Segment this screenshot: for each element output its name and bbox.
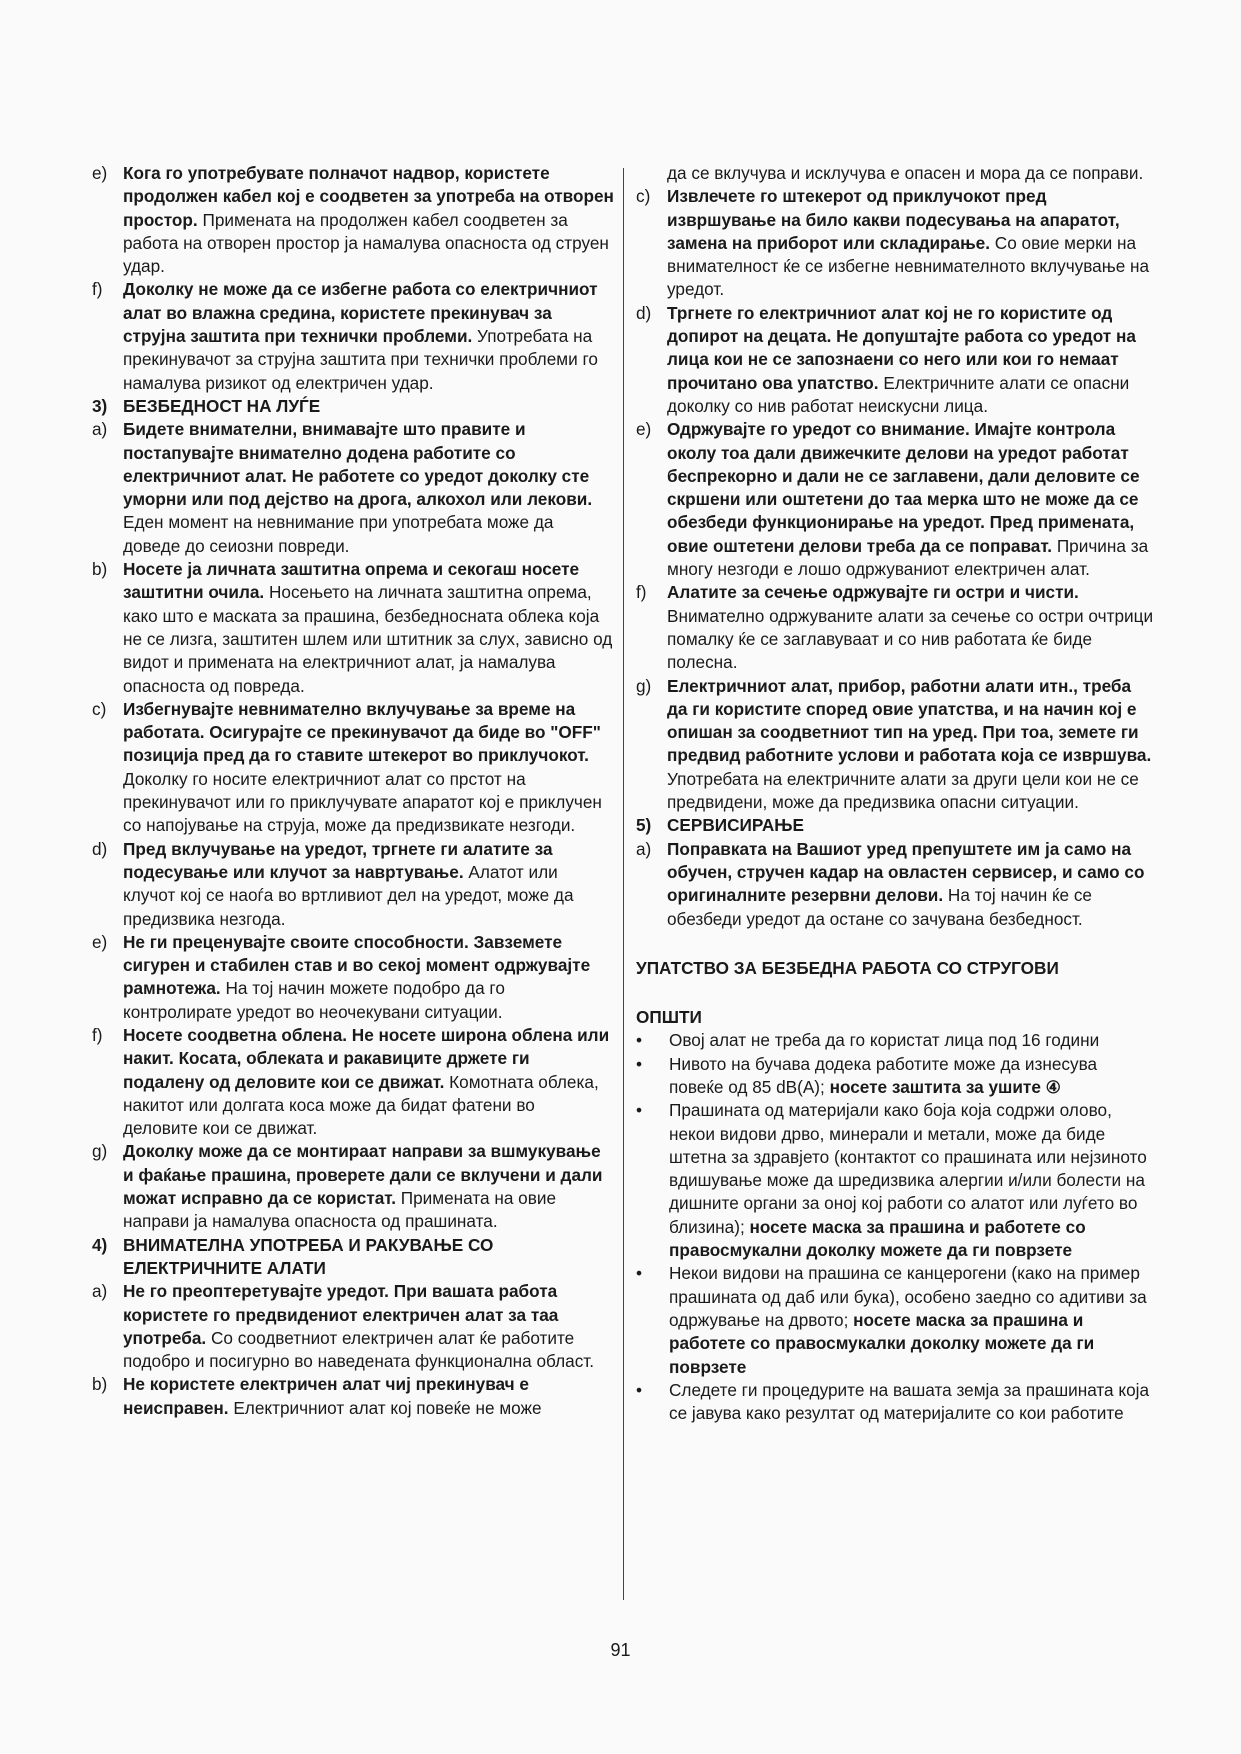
item-b-protective-gear: b) Носете ја личната заштитна опрема и секогаш носете заштитни очила. Носењето на личната заштитна опрема, како што е маската за прашина, безбедносната облека која не се лизга, заштитен шлем или штитник за слух, зависно од видот и примената на електричниот алат, ја намалува опасноста од повреда.: [92, 559, 613, 696]
bullet-item: • Овој алат не треба да го користат лица под 16 години: [636, 1030, 1100, 1051]
bullet-item: • Нивото на бучава додека работите може да изнесува повеќе од 85 dB(A); носете заштита за ушите ④: [636, 1053, 1098, 1097]
item-a-no-overload: a) Не го преоптеретувајте уредот. При вашата работа користете го предвидениот електричен алат за таа употреба. Со соодветниот електричен алат ќе работите подобро и посигурно во наведената функционална област.: [92, 1281, 595, 1372]
section-heading-5: 5) СЕРВИСИРАЊЕ: [636, 815, 804, 836]
item-f-wet-environment: f) Доколку не може да се избегне работа со електричниот алат во влажна средина, користете прекинувач за струјна заштита при технички проблеми. Употребата на прекинувачот за струјна заштита при технички проблеми го намалува ризикот од електричен удар.: [92, 279, 598, 393]
item-g-dust-extraction: g) Доколку може да се монтираат направи за вшмукување и фаќање прашина, проверете дали се вклучени и дали можат исправно да се користат. Примената на овие направи ја намалува опасноста од прашината.: [92, 1141, 603, 1232]
item-b-continuation: да се вклучува и исклучува е опасен и мора да се поправи.: [667, 163, 1144, 183]
page-number: 91: [610, 1640, 631, 1660]
item-d-remove-keys: d) Пред вклучување на уредот, тргнете ги алатите за подесување или клучот за навртување. Алатот или клучот кој се наоѓа во вртливиот дел на уредот, може да предизвика незгода.: [92, 838, 574, 929]
column-divider: [623, 168, 624, 1600]
item-f-sharp-tools: f) Алатите за сечење одржувајте ги остри и чисти. Внимателно одржуваните алати за сечење со остри очтрици помалку ќе се заглавуваат и со нив работата ќе биде полесна.: [636, 582, 1154, 673]
item-a-servicing: a) Поправката на Вашиот уред препуштете им ја само на обучен, стручен кадар на овластен сервисер, и само со оригиналните резервни делови. На тој начин ќе се обезбеди уредот да остане со зачувана безбедност.: [636, 838, 1145, 929]
item-f-clothing: f) Носете соодветна облена. Не носете широна облена или накит. Косата, облеката и ракавиците држете ги подалену од деловите кои се движат. Комотната облека, накитот или долгата коса може да бидат фатени во деловите кои се движат.: [92, 1024, 610, 1139]
section-heading-3: 3) БЕЗБЕДНОСТ НА ЛУЃЕ: [92, 395, 321, 416]
lathe-safety-heading: УПАТСТВО ЗА БЕЗБЕДНА РАБОТА СО СТРУГОВИ: [636, 957, 1059, 978]
item-e-outdoor-cable: e) Кога го употребувате полначот надвор, користете продолжен кабел кој е соодветен за употреба на отворен простор. Примената на продолжен кабел соодветен за работа на отворен простор ја намалува опасноста од струен удар.: [92, 163, 614, 277]
bullet-item: • Следете ги процедурите на вашата земја за прашината која се јавува како резултат од материјалите со кои работите: [636, 1379, 1150, 1424]
section-heading-4: 4) ВНИМАТЕЛНА УПОТРЕБА И РАКУВАЊЕ СО ЕЛЕКТРИЧНИТЕ АЛАТИ: [92, 1234, 494, 1278]
general-heading: ОПШТИ: [636, 1007, 702, 1028]
item-g-use-per-instructions: g) Електричниот алат, прибор, работни алати итн., треба да ги користите според овие упатства, и на начин кој е опишан за соодветниот тип на уред. При тоа, земете ги предвид работните услови и работата која се извршува. Употребата на електричните алати за други цели кои не се предвидени, може да предизвика опасни ситуации.: [636, 675, 1152, 813]
bullet-item: • Прашината од материјали како боја која содржи олово, некои видови дрво, минерали и метали, може да биде штетна за здравјето (контактот со прашината или нејзиното вдишување може да шредизвика алергии и/или болести на дишните органи за оној кој работи со алатот или луѓето во близина); носете маска за прашина и работете со правосмукални доколку можете да ги поврзете: [636, 1100, 1147, 1261]
item-a-attentive: a) Бидете внимателни, внимавајте што правите и постапувајте внимателно додена работите со електричниот алат. Не работете со уредот доколку сте уморни или под дејство на дрога, алкохол или лекови. Еден момент на невнимание при употребата може да доведе до сеиозни повреди.: [92, 419, 593, 556]
item-d-children: d) Тргнете го електричниот алат кој не го користите од допирот на децата. Не допуштајте работа со уредот на лица кои не се запознаени со него или кои го немаат прочитано ова упатство. Електричните алати се опасни доколку со нив работат неискусни лица.: [636, 302, 1136, 416]
item-c-unplug: c) Извлечете го штекерот од приклучокот пред извршување на било какви подесувања на апаратот, замена на приборот или складирање. Со овие мерки на внимателност ќе се избегне невнимателното вклучување на уредот.: [636, 186, 1150, 300]
item-b-faulty-switch: b) Не користете електричен алат чиј прекинувач е неисправен. Електричниот алат кој повеќе не може: [92, 1374, 542, 1418]
item-c-accidental-start: c) Избегнувајте невнимателно вклучување за време на работата. Осигурајте се прекинувачот да биде во "OFF" позиција пред да го ставите штекерот во приклучокот. Доколку го носите електричниот алат со прстот на прекинувачот или го приклучувате апаратот кој е приклучен со напојување на струја, може да предизвикате незгоди.: [92, 698, 602, 836]
left-column: [92, 162, 614, 1420]
item-e-overreach: e) Не ги преценувајте своите способности. Завземете сигурен и стабилен став и во секој момент одржувајте рамнотежа. На тој начин можете подобро да го контролирате уредот во неочекувани ситуации.: [92, 931, 591, 1022]
bullet-item: • Некои видови на прашина се канцерогени (како на пример прашината од даб или бука), особено заедно со адитиви за одржување на дрвото; носете маска за прашина и работете со правосмукалки доколку можете да ги поврзете: [636, 1263, 1147, 1377]
right-column: [636, 162, 1156, 1425]
item-e-maintain: e) Одржувајте го уредот со внимание. Имајте контрола околу тоа дали движечките делови на уредот работат беспрекорно и дали не се заглавени, дали деловите се скршени или оштетени до таа мерка што не може да се обезбеди функционирање на уредот. Пред примената, овие оштетени делови треба да се поправат. Причина за многу незгоди е лошо одржуваниот електричен алат.: [636, 419, 1149, 580]
